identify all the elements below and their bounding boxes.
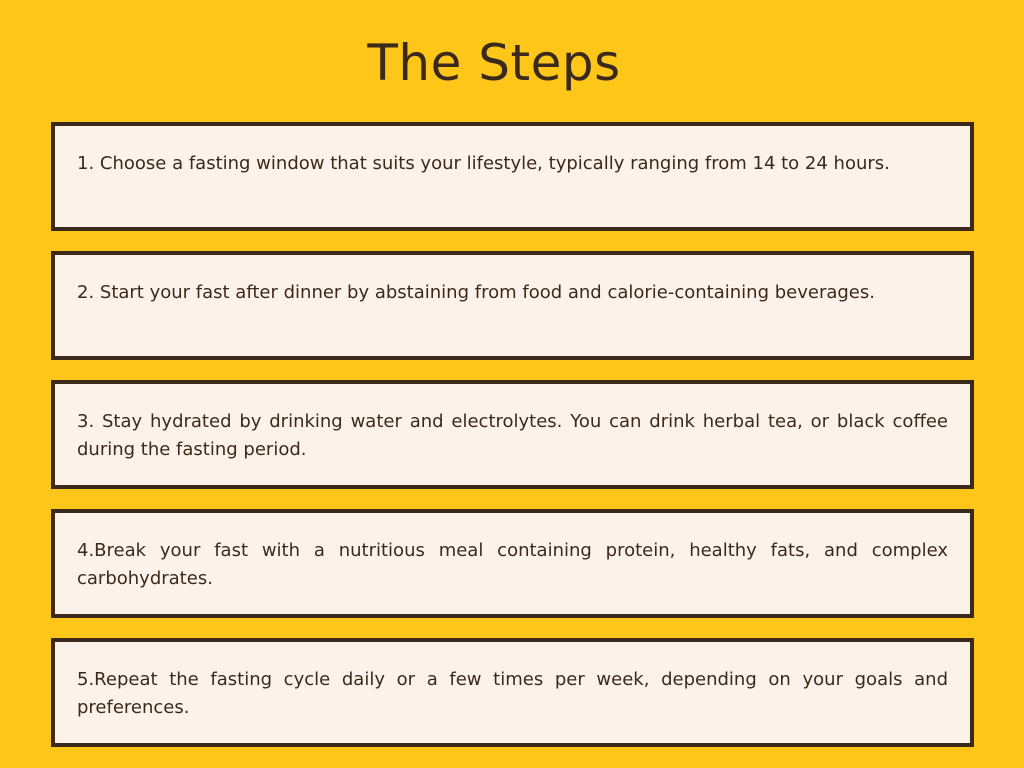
step-text-4: 4.Break your fast with a nutritious meal containing protein, healthy fats, and complex carbohydrates. [77,540,948,589]
step-card-3 [51,380,974,489]
step-card-1 [51,122,974,231]
step-text-2: 2. Start your fast after dinner by abstaining from food and calorie-containing beverages. [77,282,875,303]
steps-list [51,122,974,767]
page-title: The Steps [367,34,621,92]
step-text-3: 3. Stay hydrated by drinking water and electrolytes. You can drink herbal tea, or black coffee during the fasting period. [77,411,948,460]
step-card-5 [51,638,974,747]
step-text-1: 1. Choose a fasting window that suits your lifestyle, typically ranging from 14 to 24 hours. [77,153,890,174]
step-text-5: 5.Repeat the fasting cycle daily or a few times per week, depending on your goals and preferences. [77,669,948,718]
step-card-4 [51,509,974,618]
step-card-2 [51,251,974,360]
